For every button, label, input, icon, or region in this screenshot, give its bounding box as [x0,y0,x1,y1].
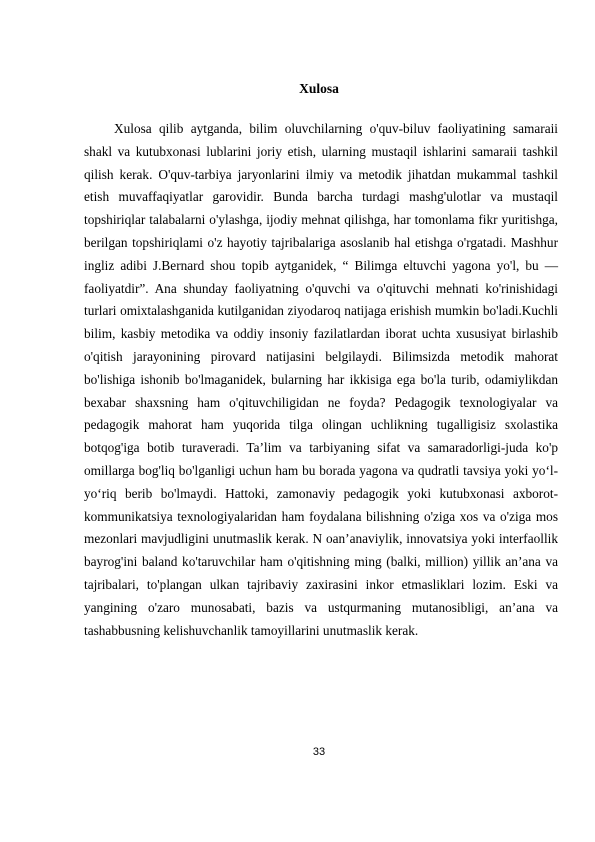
page-number: 33 [312,746,326,758]
page-title: Xulosa [299,81,339,96]
body-paragraph: Xulosa qilib aytganda, bilim oluvchilarning o'quv-biluv faoliyatining samaraii shakl va kutubxonasi lublarini joriy etish, ularning mustaqil ishlarini samaraii tashkil qilish kerak. O'quv-tarbiya jaryonlarini ilmiy va metodik jihatdan mukammal tashkil etish muvaffaqiyatlar garovidir. Bunda barcha turdagi mashg'ulotlar va mustaqil topshiriqlar talabalarni o'ylashga, ijodiy mehnat qilishga, har tomonlama fikr yuritishga, berilgan topshiriqlami o'z hayotiy tajribalariga asoslanib hal etishga o'rgatadi. Mashhur ingliz adibi J.Bernard shou topib aytganidek, “ Bilimga eltuvchi yagona yo'l, bu — faoliyatdir”. Ana shunday faoliyatning o'quvchi va o'qituvchi mehnati ko'rinishidagi turlari omixtalashganida kutilganidan ziyodaroq natijaga erishish mumkin bo'ladi.Kuchli bilim, kasbiy metodika va oddiy insoniy fazilatlardan iborat uchta xususiyat birlashib o'qitish jarayonining pirovard natijasini belgilaydi. Bilimsizda metodik mahorat bo'lishiga ishonib bo'lmaganidek, bularning har ikkisiga ega bo'la turib, odamiylikdan bexabar shaxsning ham o'qituvchiligidan ne foyda? Pedagogik texnologiyalar va pedagogik mahorat ham yuqorida tilga olingan uchlikning tugalligisiz sxolastika botqog'iga botib turaveradi. Ta’lim va tarbiyaning sifat va samaradorligi-juda ko'p omillarga bog'liq bo'lganligi uchun ham bu borada yagona va qudratli tavsiya yoki yo‘l-yo‘riq berib bo'lmaydi. Hattoki, zamonaviy pedagogik yoki kutubxonasi axborot-kommunikatsiya texnologiyalaridan ham foydalana bilishning o'ziga xos va o'ziga mos mezonlari mavjudligini unutmaslik kerak. N oan’anaviylik, innovatsiya yoki interfaollik bayrog'ini baland ko'taruvchilar ham o'qitishning ming (balki, million) yillik an’ana va tajribalari, to'plangan ulkan tajribaviy zaxirasini inkor etmasliklari lozim. Eski va yangining o'zaro munosabati, bazis va ustqurmaning mutanosibligi, an’ana va tashabbusning kelishuvchanlik tamoyillarini unutmaslik kerak. [84,121,558,638]
